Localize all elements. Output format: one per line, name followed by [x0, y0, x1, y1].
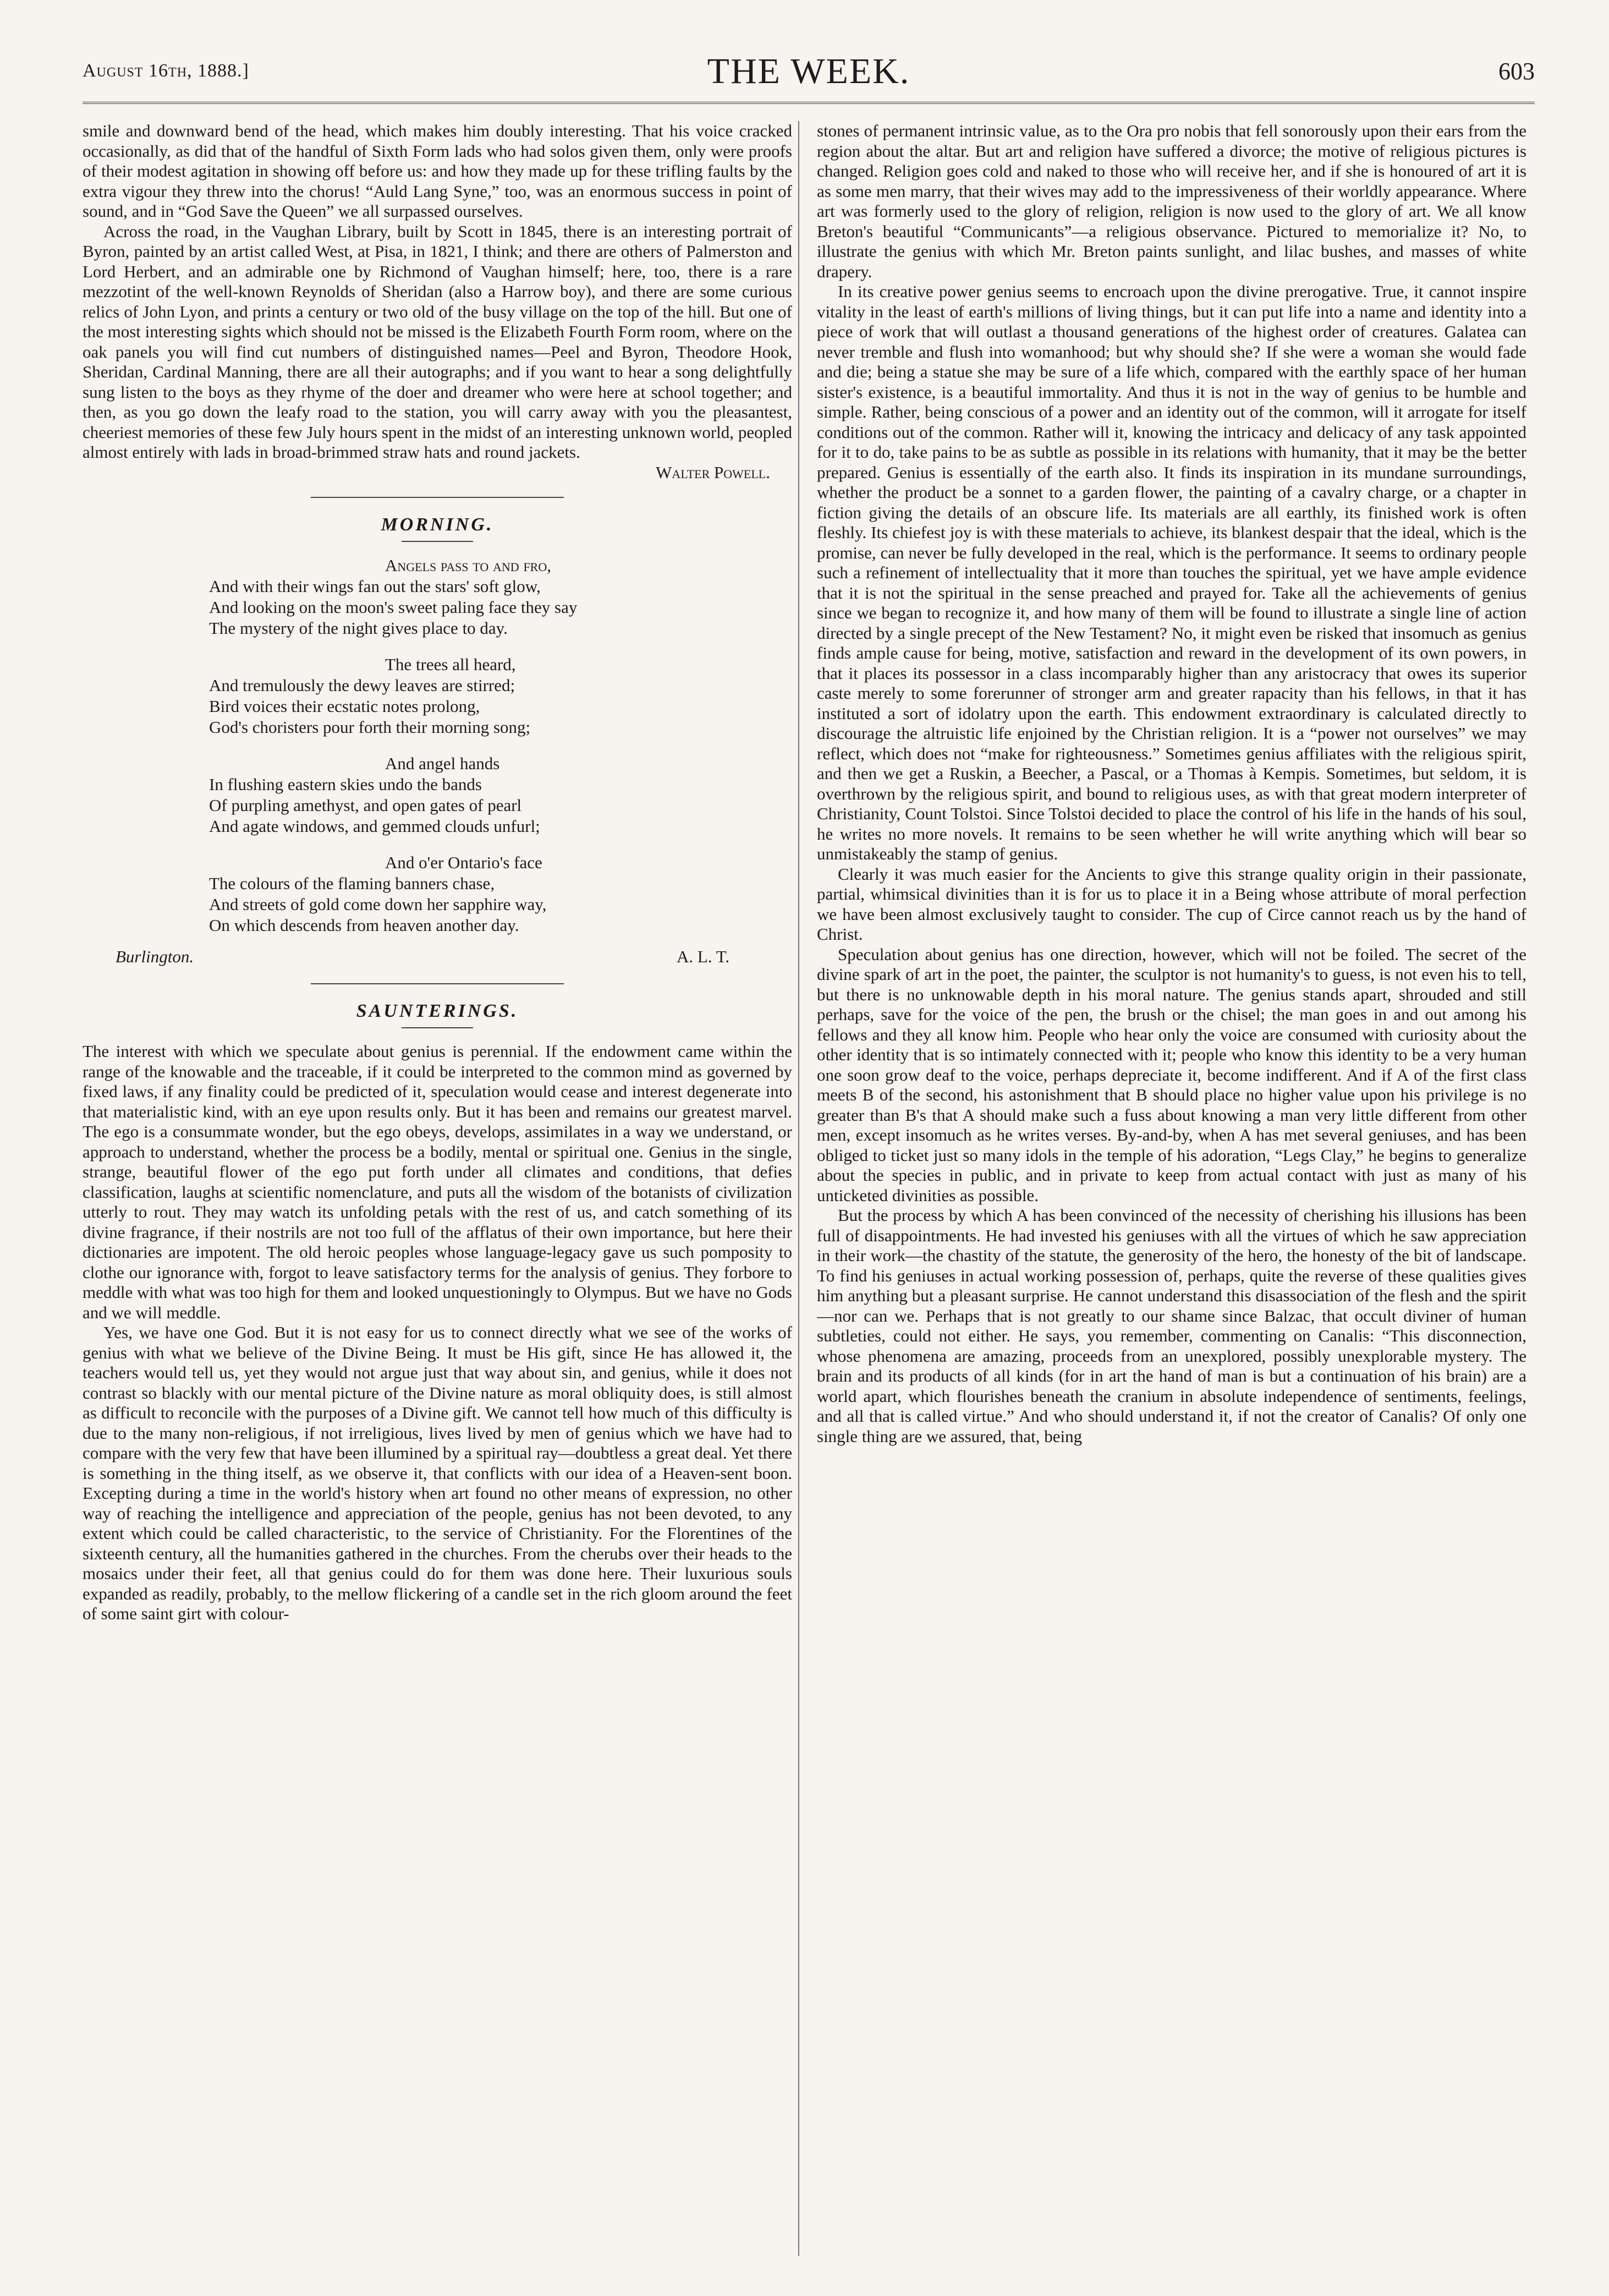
saunterings-title: SAUNTERINGS. [356, 1001, 519, 1021]
article-paragraph: smile and downward bend of the head, which makes him doubly interesting. That his voice cracked occasionally, as did that of the handful of Sixth Form lads who had solos given them, only were proofs of their modest agitation in showing off before us: and how they made up for these trifling faults by the extra vigour they threw into the chorus! “Auld Lang Syne,” too, was an enormous success in point of sound, and in “God Save the Queen” we all surpassed ourselves. [83, 121, 792, 221]
poem-stanza [83, 753, 792, 837]
newspaper-title: THE WEEK. [707, 51, 910, 91]
poem-stanza [83, 555, 792, 639]
poem-line: And angel hands [385, 754, 500, 773]
poem-initials: A. L. T. [677, 947, 730, 966]
article-paragraph: Across the road, in the Vaughan Library, built by Scott in 1845, there is an interesting portrait of Byron, painted by an artist called West, at Pisa, in 1821, I think; and there are others of Palmerston and Lord Herbert, and an admirable one by Richmond of Vaughan himself; here, too, there is a rare mezzotint of the well-known Reynolds of Sheridan (also a Harrow boy), and there are some curious relics of John Lyon, and prints a century or two old of the busy village on the top of the hill. But one of the most interesting sights which should not be missed is the Elizabeth Fourth Form room, where on the oak panels you will find cut numbers of distinguished names—Peel and Byron, Theodore Hook, Sheridan, Cardinal Manning, there are all their autographs; and if you want to hear a song delightfully sung listen to the boys as they rhyme of the doer and dreamer who were here at school together; and then, as you go down the leafy road to the station, you will carry away with you the pleasantest, cheeriest memories of these few July hours spent in the midst of an interesting unknown world, peopled almost entirely with lads in broad-brimmed straw hats and round jackets. [83, 221, 792, 462]
poem-line: The colours of the flaming banners chase, [209, 874, 495, 893]
section-rule [311, 497, 564, 498]
left-column [83, 121, 792, 2267]
article-paragraph: Yes, we have one God. But it is not easy for us to connect directly what we see of the works of genius with what we believe of the Divine Being. It must be His gift, since He has allowed it, the teachers would tell us, yet they would not argue just that way about sin, and genius, while it does not contrast so blackly with our mental picture of the Divine nature as moral obliquity does, is still almost as difficult to reconcile with the purposes of a Divine gift. We cannot tell how much of this difficulty is due to the many non-religious, if not irreligious, lives lived by men of genius which we have had to compare with the very few that have been illumined by a spiritual ray—doubtless a great deal. Yet there is something in the thing itself, as we observe it, that conflicts with our idea of a Heaven-sent boon. Excepting during a time in the world's history when art found no other means of expression, no other way of reaching the intelligence and appreciation of the people, genius has not been devoted, to any extent which could be called characteristic, to the service of Christianity. For the Florentines of the sixteenth century, all the humanities gathered in the churches. From the cherubs over their heads to the mosaics under their feet, all that genius could do for them was done here. Their luxurious souls expanded as readily, probably, to the mellow flickering of a candle set in the rich gloom around the feet of some saint girt with colour- [83, 1323, 792, 1623]
article-paragraph: Speculation about genius has one direction, however, which will not be foiled. The secret of the divine spark of art in the poet, the painter, the sculptor is not humanity's to guess, is not even his to tell, but there is no unknowable depth in his moral nature. The genius stands apart, shrouded and still perhaps, save for the voice of the pen, the brush or the chisel; the man goes in and out among his fellows and they all know him. People who hear only the voice are consumed with curiosity about the other identity that is so intimately connected with it; people who know this identity to be a very human one soon grow deaf to the voice, perhaps depreciate it, become indifferent. And if A of the first class meets B of the second, his astonishment that B should place no higher value upon his privilege is no greater than B's that A should make such a fuss about knowing a man very little different from other men, except insomuch as he writes verses. By-and-by, when A has met several geniuses, and has been obliged to ticket just so many idols in the temple of his adoration, “Legs Clay,” he begins to generalize about the species in public, and in private to keep from actual contact with just as many of his unticketed divinities as possible. [817, 944, 1526, 1205]
title-rule [402, 541, 473, 542]
poem-line: Bird voices their ecstatic notes prolong, [209, 697, 480, 716]
header-rule [83, 102, 1535, 104]
article-paragraph: In its creative power genius seems to encroach upon the divine prerogative. True, it cannot inspire vitality in the least of earth's millions of living things, but it can put life into a name and identity into a piece of work that will outlast a thousand generations of the highest order of creatures. Galatea can never tremble and flush into womanhood; but why should she? If she were a woman she would fade and die; being a statue she may be sure of a life which, compared with the earthly space of her human sister's existence, is a beautiful immortality. And thus it is not in the way of genius to be humble and simple. Rather, being conscious of a power and an identity out of the common, will it arrogate for itself conditions out of the common. Rather will it, knowing the intricacy and delicacy of any task appointed for it to do, take pains to be as subtle as possible in its relations with humanity, that it may be the better prepared. Genius is essentially of the earth also. It finds its inspiration in its mundane surroundings, whether the product be a sonnet to a garden flower, the painting of a cavalry charge, or a chapter in fiction giving the details of an obscure life. Its materials are all earthly, its finished work is often fleshly. Its chiefest joy is with these materials to achieve, its blankest despair that the ideal, which is the promise, can never be fully developed in the real, which is the performance. It seems to ordinary people such a refinement of intellectuality that it more than touches the spiritual, yet we have ample evidence that it is not the spiritual in the sense preached and prayed for. Take all the achievements of genius since we began to recognize it, and how many of them will be found to illustrate a single line of action directed by a single precept of the New Testament? No, it might even be risked that insomuch as genius finds ample cause for being, motive, satisfaction and reward in the development of its own powers, in that it places its possessor in a class incomparably higher than any aristocracy that owes its superior caste merely to some forerunner of stronger arm and greater rapacity than his fellows, in that it has instituted a sort of idolatry upon the earth. This endowment extraordinary is calculated directly to discourage the altruistic life enjoined by the Christian religion. It is a “power not ourselves” we may reflect, which does not “make for righteousness.” Sometimes genius affiliates with the religious spirit, and then we get a Ruskin, a Beecher, a Pascal, or a Thomas à Kempis. Sometimes, but seldom, it is overthrown by the religious spirit, and bound to religious uses, as with that great modern interpreter of Christianity, Count Tolstoi. Since Tolstoi decided to place the control of his life in the hands of his soul, he writes no more novels. It remains to be seen whether he will write anything which will bear so unmistakeably the stamp of genius. [817, 282, 1526, 863]
poem [83, 555, 792, 969]
issue-date: August 16th, 1888.] [83, 61, 249, 81]
title-rule [402, 1027, 473, 1028]
poem-credit [83, 947, 792, 969]
poem-line: Of purpling amethyst, and open gates of pearl [209, 796, 522, 815]
poem-line: The mystery of the night gives place to day. [209, 618, 508, 638]
article-paragraph: The interest with which we speculate about genius is perennial. If the endowment came within the range of the knowable and the traceable, if it could be interpreted to the common mind as governed by fixed laws, if any finality could be predicted of it, speculation would cease and interest degenerate into that materialistic kind, with an eye upon results only. But it has been and remains our greatest marvel. The ego is a consummate wonder, but the ego obeys, develops, assimilates in a way we understand, or approach to understand, whether the process be a bodily, mental or spiritual one. Genius in the single, strange, beautiful flower of the ego put forth under all climates and conditions, that defies classification, laughs at scientific nomenclature, and puts all the wisdom of the botanists of civilization utterly to rout. They may watch its unfolding petals with the rest of us, and catch something of its divine fragrance, if their nostrils are not too full of the afflatus of their own importance, but here their dictionaries are impotent. The old heroic peoples whose language-legacy gave us such pomposity to clothe our ignorance with, forgot to leave satisfactory terms for the analysis of genius. They forbore to meddle with what was too high for them and looked unquestioningly to Olympus. But we have no Gods and we will meddle. [83, 1042, 792, 1322]
column-divider [798, 121, 799, 2256]
poem-line: And looking on the moon's sweet paling face they say [209, 598, 578, 617]
poem-line: And streets of gold come down her sapphire way, [209, 895, 547, 914]
poem-line: And with their wings fan out the stars' soft glow, [209, 577, 541, 596]
author-signature: Walter Powell. [656, 462, 770, 482]
poem-line: And agate windows, and gemmed clouds unfurl; [209, 817, 540, 836]
poem-place: Burlington. [116, 947, 194, 966]
article-paragraph: Clearly it was much easier for the Ancients to give this strange quality origin in their passionate, partial, whimsical divinities than it is for us to place it in a Being whose attribute of moral perfection we have been almost exclusively taught to consider. The cup of Circe cannot reach us by the hand of Christ. [817, 864, 1526, 944]
poem-stanza [83, 654, 792, 738]
poem-line: And o'er Ontario's face [385, 853, 542, 872]
poem-stanza [83, 852, 792, 936]
right-column [817, 121, 1526, 2267]
poem-line: God's choristers pour forth their morning song; [209, 717, 531, 737]
poem-line: Angels pass to and fro, [385, 556, 551, 575]
section-rule [311, 983, 564, 984]
page-header [83, 51, 1535, 100]
poem-line: The trees all heard, [385, 655, 516, 674]
poem-line: And tremulously the dewy leaves are stirred; [209, 676, 515, 695]
article-paragraph: But the process by which A has been convinced of the necessity of cherishing his illusions has been full of disappointments. He had invested his geniuses with all the virtues of which he saw appreciation in their work—the chastity of the statute, the generosity of the hero, the honesty of the bit of landscape. To find his geniuses in actual working possession of, perhaps, quite the reverse of these qualities gives him anything but a pleasant surprise. He cannot understand this disassociation of the flesh and the spirit—nor can we. Perhaps that is not greatly to our shame since Balzac, that occult diviner of human subtleties, could not either. He says, you remember, commenting on Canalis: “This disconnection, whose phenomena are amazing, proceeds from an unexplored, possibly unexplorable mystery. The brain and its products of all kinds (for in art the hand of man is but a continuation of his brain) are a world apart, which flourishes beneath the cranium in absolute independence of sentiments, feelings, and all that is called virtue.” And who should understand it, if not the creator of Canalis? Of only one single thing are we assured, that, being [817, 1205, 1526, 1446]
page-number: 603 [1498, 58, 1535, 85]
article-paragraph: stones of permanent intrinsic value, as to the Ora pro nobis that fell sonorously upon their ears from the region about the altar. But art and religion have suffered a divorce; the motive of religious pictures is changed. Religion goes cold and naked to those who will receive her, and if she is honoured of art it is as some men marry, that their wives may add to the impressiveness of their worldly appearance. Where art was formerly used to the glory of religion, religion is now used to the glory of art. We all know Breton's beautiful “Communicants”—a religious observance. Pictured to memorialize it? No, to illustrate the genius with which Mr. Breton paints sunlight, and lilac bushes, and masses of white drapery. [817, 121, 1526, 281]
poem-title: MORNING. [381, 514, 494, 535]
poem-line: On which descends from heaven another day. [209, 916, 519, 935]
poem-line: In flushing eastern skies undo the bands [209, 775, 482, 794]
